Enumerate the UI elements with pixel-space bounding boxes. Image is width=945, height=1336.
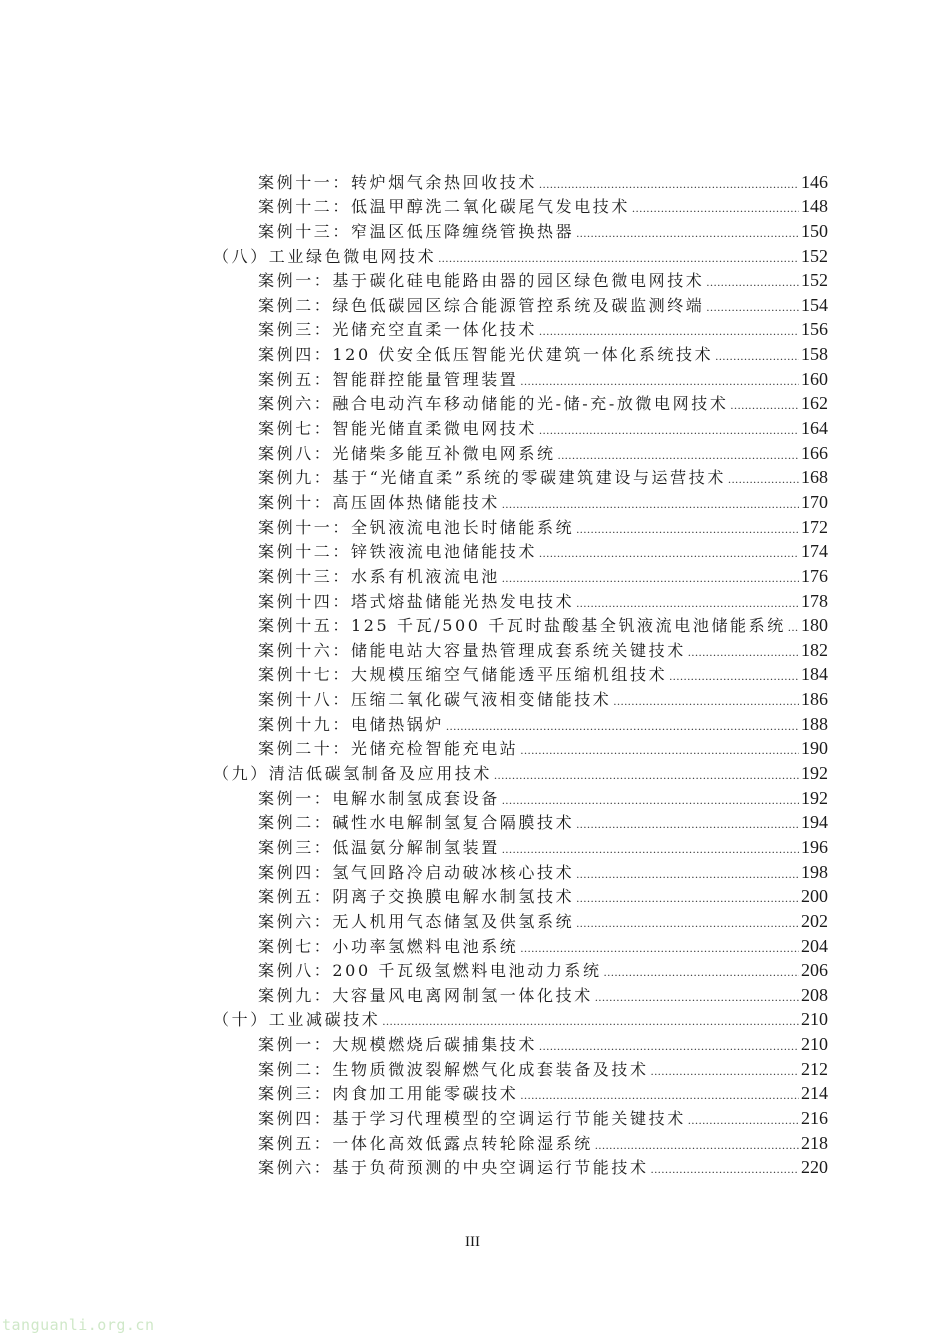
toc-entry-page: 178 — [801, 590, 828, 611]
toc-entry-page: 166 — [801, 442, 828, 463]
toc-entry-line — [258, 984, 828, 1006]
toc-case-entry[interactable] — [0, 784, 945, 809]
toc-entry-line — [258, 614, 828, 636]
toc-case-entry[interactable] — [0, 513, 945, 538]
toc-entry-line — [258, 1132, 828, 1154]
toc-entry-line — [258, 737, 828, 759]
toc-entry-title: 案例二：生物质微波裂解燃气化成套装备及技术 — [258, 1059, 649, 1079]
page-number: III — [465, 1234, 480, 1250]
toc-case-entry[interactable] — [0, 217, 945, 242]
dot-leader — [576, 592, 799, 614]
dot-leader — [382, 1010, 799, 1032]
toc-case-entry[interactable] — [0, 809, 945, 834]
toc-entry-page: 194 — [801, 812, 828, 833]
toc-entry-page: 170 — [801, 491, 828, 512]
toc-entry-page: 192 — [801, 763, 828, 784]
toc-case-entry[interactable] — [0, 488, 945, 513]
toc-section-entry[interactable] — [0, 1006, 945, 1031]
dot-leader — [730, 394, 799, 416]
toc-entry-page: 158 — [801, 344, 828, 365]
toc-case-entry[interactable] — [0, 193, 945, 218]
toc-entry-page: 160 — [801, 368, 828, 389]
toc-entry-page: 216 — [801, 1107, 828, 1128]
toc-entry-page: 174 — [801, 541, 828, 562]
toc-entry-page: 208 — [801, 984, 828, 1005]
toc-entry-line — [258, 1107, 828, 1129]
toc-entry-title: 案例二：绿色低碳园区综合能源管控系统及碳监测终端 — [258, 295, 705, 315]
toc-entry-page: 152 — [801, 245, 828, 266]
toc-entry-line — [258, 910, 828, 932]
toc-entry-page: 180 — [801, 615, 828, 636]
toc-entry-line — [258, 1156, 828, 1178]
dot-leader — [604, 961, 799, 983]
watermark: tanguanli.org.cn — [2, 1316, 155, 1334]
toc-entry-line — [258, 688, 828, 710]
toc-entry-page: 210 — [801, 1009, 828, 1030]
dot-leader — [558, 444, 799, 466]
toc-case-entry[interactable] — [0, 833, 945, 858]
toc-case-entry[interactable] — [0, 1055, 945, 1080]
toc-case-entry[interactable] — [0, 316, 945, 341]
dot-leader — [539, 173, 799, 195]
toc-case-entry[interactable] — [0, 735, 945, 760]
toc-case-entry[interactable] — [0, 562, 945, 587]
toc-entry-title: 案例二十：光储充检智能充电站 — [258, 739, 519, 759]
toc-entry-line — [213, 245, 828, 267]
toc-entry-title: 案例十七：大规模压缩空气储能透平压缩机组技术 — [258, 665, 668, 685]
toc-entry-title: 案例五：一体化高效低露点转轮除湿系统 — [258, 1133, 593, 1153]
table-of-contents — [0, 168, 945, 1178]
toc-case-entry[interactable] — [0, 612, 945, 637]
toc-case-entry[interactable] — [0, 414, 945, 439]
toc-entry-line — [258, 1058, 828, 1080]
toc-entry-title: 案例六：基于负荷预测的中央空调运行节能技术 — [258, 1158, 649, 1178]
toc-entry-line — [258, 959, 828, 981]
toc-entry-page: 154 — [801, 294, 828, 315]
toc-case-entry[interactable] — [0, 1154, 945, 1179]
dot-leader — [438, 247, 799, 269]
toc-entry-title: 案例八：光储柴多能互补微电网系统 — [258, 443, 556, 463]
toc-entry-page: 168 — [801, 467, 828, 488]
toc-case-entry[interactable] — [0, 1080, 945, 1105]
toc-case-entry[interactable] — [0, 661, 945, 686]
toc-entry-line — [258, 787, 828, 809]
toc-entry-page: 184 — [801, 664, 828, 685]
toc-entry-title: 案例十二：低温甲醇洗二氧化碳尾气发电技术 — [258, 197, 631, 217]
toc-entry-line — [258, 318, 828, 340]
toc-entry-line — [258, 663, 828, 685]
toc-entry-line — [258, 1082, 828, 1104]
dot-leader — [576, 222, 799, 244]
dot-leader — [632, 197, 799, 219]
dot-leader — [576, 813, 799, 835]
toc-entry-line — [258, 565, 828, 587]
dot-leader — [520, 937, 799, 959]
toc-entry-title: 案例一：电解水制氢成套设备 — [258, 788, 500, 808]
dot-leader — [688, 641, 799, 663]
toc-entry-page: 206 — [801, 960, 828, 981]
toc-entry-page: 164 — [801, 418, 828, 439]
dot-leader — [788, 616, 799, 638]
dot-leader — [576, 863, 799, 885]
dot-leader — [688, 1109, 799, 1131]
dot-leader — [613, 690, 799, 712]
toc-entry-title: 案例十三：窄温区低压降缠绕管换热器 — [258, 221, 575, 241]
toc-entry-page: 220 — [801, 1157, 828, 1178]
toc-entry-line — [258, 861, 828, 883]
toc-section-entry[interactable] — [0, 242, 945, 267]
toc-entry-line — [258, 935, 828, 957]
toc-case-entry[interactable] — [0, 1129, 945, 1154]
toc-entry-title: 案例十八：压缩二氧化碳气液相变储能技术 — [258, 690, 612, 710]
toc-entry-title: 案例四：基于学习代理模型的空调运行节能关键技术 — [258, 1108, 686, 1128]
toc-case-entry[interactable] — [0, 464, 945, 489]
toc-entry-line — [213, 1008, 828, 1030]
toc-entry-page: 210 — [801, 1034, 828, 1055]
toc-entry-page: 148 — [801, 196, 828, 217]
toc-case-entry[interactable] — [0, 1030, 945, 1055]
toc-entry-page: 202 — [801, 910, 828, 931]
toc-entry-title: 案例五：阴离子交换膜电解水制氢技术 — [258, 887, 575, 907]
toc-entry-title: 案例七：智能光储直柔微电网技术 — [258, 419, 538, 439]
dot-leader — [651, 1060, 799, 1082]
toc-entry-page: 188 — [801, 713, 828, 734]
dot-leader — [494, 764, 799, 786]
toc-entry-line — [258, 417, 828, 439]
toc-entry-page: 204 — [801, 935, 828, 956]
toc-entry-title: （十）工业减碳技术 — [213, 1010, 381, 1030]
toc-entry-title: 案例五：智能群控能量管理装置 — [258, 369, 519, 389]
toc-entry-title: 案例十五：125 千瓦/500 千瓦时盐酸基全钒液流电池储能系统 — [258, 616, 786, 636]
dot-leader — [576, 887, 799, 909]
dot-leader — [446, 715, 799, 737]
toc-entry-title: 案例一：基于碳化硅电能路由器的园区绿色微电网技术 — [258, 271, 705, 291]
toc-entry-line — [258, 639, 828, 661]
dot-leader — [539, 320, 799, 342]
toc-entry-page: 162 — [801, 393, 828, 414]
toc-entry-title: 案例二：碱性水电解制氢复合隔膜技术 — [258, 813, 575, 833]
toc-entry-page: 190 — [801, 738, 828, 759]
toc-case-entry[interactable] — [0, 587, 945, 612]
toc-case-entry[interactable] — [0, 685, 945, 710]
toc-entry-line — [258, 343, 828, 365]
toc-case-entry[interactable] — [0, 1104, 945, 1129]
toc-entry-title: 案例九：基于“光储直柔”系统的零碳建筑建设与运营技术 — [258, 468, 726, 488]
dot-leader — [576, 518, 799, 540]
dot-leader — [728, 468, 799, 490]
toc-entry-line — [258, 811, 828, 833]
toc-entry-line — [258, 442, 828, 464]
dot-leader — [539, 1035, 799, 1057]
toc-entry-title: 案例三：肉食加工用能零碳技术 — [258, 1084, 519, 1104]
toc-case-entry[interactable] — [0, 291, 945, 316]
toc-entry-page: 218 — [801, 1132, 828, 1153]
toc-entry-title: 案例十六：储能电站大容量热管理成套系统关键技术 — [258, 640, 686, 660]
dot-leader — [520, 739, 799, 761]
toc-entry-line — [258, 368, 828, 390]
dot-leader — [706, 271, 799, 293]
toc-entry-line — [258, 171, 828, 193]
dot-leader — [520, 370, 799, 392]
toc-entry-title: 案例八：200 千瓦级氢燃料电池动力系统 — [258, 961, 602, 981]
toc-entry-title: 案例十一：转炉烟气余热回收技术 — [258, 172, 538, 192]
toc-section-entry[interactable] — [0, 759, 945, 784]
toc-entry-line — [258, 491, 828, 513]
toc-entry-page: 186 — [801, 689, 828, 710]
toc-entry-title: 案例三：低温氨分解制氢装置 — [258, 837, 500, 857]
toc-entry-line — [258, 1033, 828, 1055]
toc-case-entry[interactable] — [0, 710, 945, 735]
dot-leader — [595, 986, 799, 1008]
toc-entry-title: 案例十：高压固体热储能技术 — [258, 492, 500, 512]
toc-entry-page: 152 — [801, 270, 828, 291]
toc-entry-title: 案例九：大容量风电离网制氢一体化技术 — [258, 985, 593, 1005]
toc-entry-title: 案例十九：电储热锅炉 — [258, 714, 445, 734]
toc-case-entry[interactable] — [0, 365, 945, 390]
toc-case-entry[interactable] — [0, 636, 945, 661]
dot-leader — [539, 419, 799, 441]
toc-entry-page: 176 — [801, 565, 828, 586]
toc-case-entry[interactable] — [0, 168, 945, 193]
toc-entry-page: 156 — [801, 319, 828, 340]
toc-entry-line — [258, 195, 828, 217]
toc-entry-page: 200 — [801, 886, 828, 907]
toc-entry-line — [258, 220, 828, 242]
toc-entry-page: 196 — [801, 836, 828, 857]
dot-leader — [502, 493, 799, 515]
toc-case-entry[interactable] — [0, 390, 945, 415]
toc-entry-title: 案例四：氢气回路冷启动破冰核心技术 — [258, 862, 575, 882]
toc-entry-title: 案例七：小功率氢燃料电池系统 — [258, 936, 519, 956]
dot-leader — [539, 542, 799, 564]
toc-entry-line — [258, 392, 828, 414]
dot-leader — [502, 789, 799, 811]
toc-entry-page: 214 — [801, 1083, 828, 1104]
toc-entry-line — [258, 294, 828, 316]
toc-entry-line — [258, 466, 828, 488]
toc-entry-page: 212 — [801, 1058, 828, 1079]
toc-case-entry[interactable] — [0, 858, 945, 883]
toc-entry-title: 案例十一：全钒液流电池长时储能系统 — [258, 517, 575, 537]
toc-entry-page: 146 — [801, 171, 828, 192]
toc-case-entry[interactable] — [0, 439, 945, 464]
toc-case-entry[interactable] — [0, 957, 945, 982]
toc-entry-title: 案例四：120 伏安全低压智能光伏建筑一体化系统技术 — [258, 345, 714, 365]
toc-entry-line — [258, 836, 828, 858]
toc-entry-line — [258, 885, 828, 907]
dot-leader — [706, 296, 799, 318]
dot-leader — [715, 345, 799, 367]
toc-case-entry[interactable] — [0, 883, 945, 908]
toc-entry-title: 案例六：融合电动汽车移动储能的光-储-充-放微电网技术 — [258, 394, 729, 414]
toc-case-entry[interactable] — [0, 932, 945, 957]
toc-case-entry[interactable] — [0, 907, 945, 932]
dot-leader — [669, 665, 799, 687]
toc-entry-title: 案例六：无人机用气态储氢及供氢系统 — [258, 911, 575, 931]
toc-entry-title: 案例十三：水系有机液流电池 — [258, 566, 500, 586]
dot-leader — [520, 1084, 799, 1106]
toc-case-entry[interactable] — [0, 340, 945, 365]
toc-entry-line — [258, 713, 828, 735]
toc-entry-page: 192 — [801, 787, 828, 808]
toc-entry-page: 172 — [801, 516, 828, 537]
toc-entry-line — [258, 590, 828, 612]
toc-case-entry[interactable] — [0, 267, 945, 292]
dot-leader — [651, 1158, 799, 1180]
dot-leader — [576, 912, 799, 934]
dot-leader — [502, 838, 799, 860]
toc-entry-page: 150 — [801, 220, 828, 241]
toc-entry-page: 198 — [801, 861, 828, 882]
toc-entry-title: （八）工业绿色微电网技术 — [213, 246, 437, 266]
dot-leader — [502, 567, 799, 589]
toc-entry-line — [258, 269, 828, 291]
dot-leader — [595, 1134, 799, 1156]
toc-entry-title: （九）清洁低碳氢制备及应用技术 — [213, 764, 493, 784]
toc-entry-line — [258, 516, 828, 538]
toc-entry-page: 182 — [801, 639, 828, 660]
toc-case-entry[interactable] — [0, 981, 945, 1006]
toc-entry-title: 案例一：大规模燃烧后碳捕集技术 — [258, 1035, 538, 1055]
toc-entry-title: 案例十四：塔式熔盐储能光热发电技术 — [258, 591, 575, 611]
toc-entry-line — [213, 762, 828, 784]
toc-entry-title: 案例三：光储充空直柔一体化技术 — [258, 320, 538, 340]
toc-entry-title: 案例十二：锌铁液流电池储能技术 — [258, 542, 538, 562]
toc-entry-line — [258, 540, 828, 562]
toc-case-entry[interactable] — [0, 538, 945, 563]
